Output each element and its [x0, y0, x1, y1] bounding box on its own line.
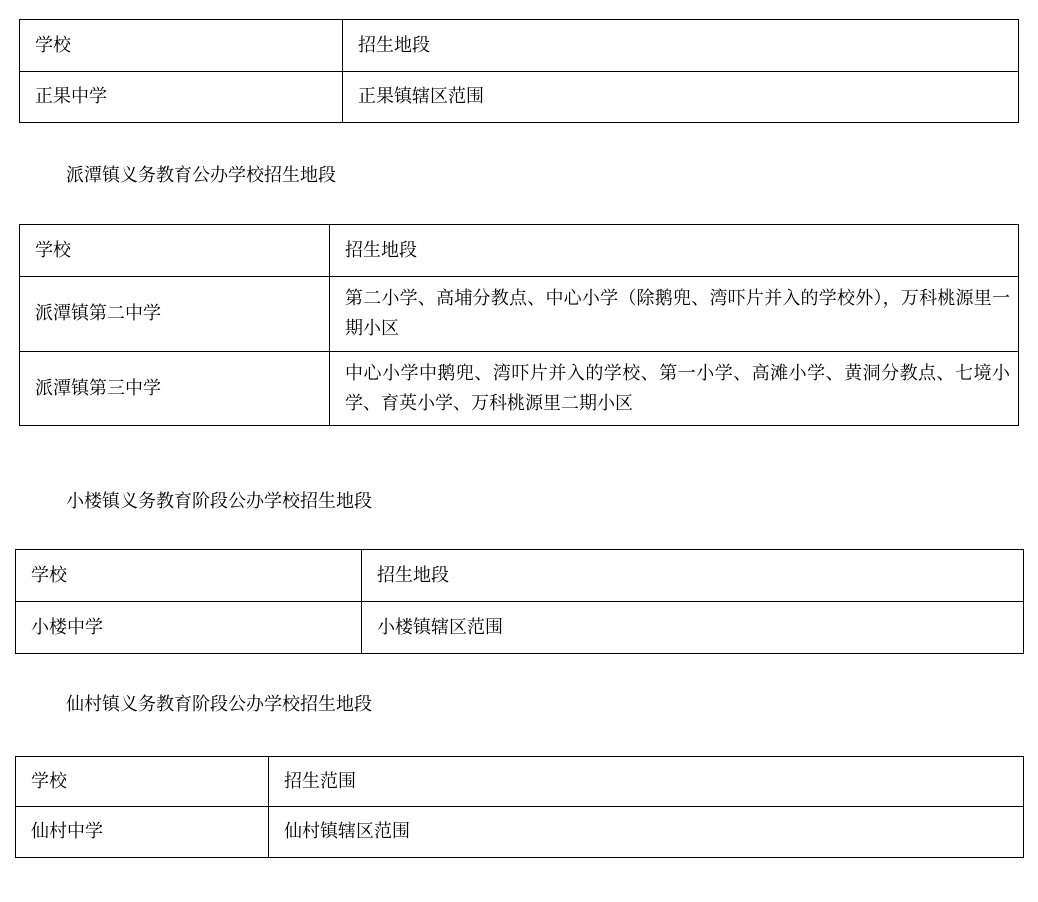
table-row: [20, 277, 1019, 352]
xiancun-section-heading: 仙村镇义务教育阶段公办学校招生地段: [66, 694, 372, 715]
header-school: 学校: [20, 20, 343, 72]
table-row: [20, 352, 1019, 426]
school-zone: 仙村镇辖区范围: [269, 807, 1024, 858]
header-zone: 招生地段: [330, 225, 1019, 277]
xiaolou-section-heading: 小楼镇义务教育阶段公办学校招生地段: [66, 491, 372, 512]
school-zone: 小楼镇辖区范围: [362, 602, 1024, 654]
xiaolou-enrollment-table: [15, 549, 1024, 654]
school-zone: 第二小学、高埔分教点、中心小学（除鹅兜、湾吓片并入的学校外），万科桃源里一期小区: [330, 277, 1019, 352]
header-zone: 招生地段: [362, 550, 1024, 602]
header-school: 学校: [16, 757, 269, 807]
school-zone: 正果镇辖区范围: [343, 72, 1019, 123]
table-header-row: [20, 225, 1019, 277]
header-zone: 招生范围: [269, 757, 1024, 807]
table-header-row: [16, 550, 1024, 602]
table-header-row: [20, 20, 1019, 72]
paitan-enrollment-table: [19, 224, 1019, 426]
table-row: [16, 602, 1024, 654]
school-name: 仙村中学: [16, 807, 269, 858]
school-name: 派潭镇第二中学: [20, 277, 330, 352]
xiancun-enrollment-table: [15, 756, 1024, 858]
table-row: [20, 72, 1019, 123]
school-name: 正果中学: [20, 72, 343, 123]
header-school: 学校: [20, 225, 330, 277]
school-name: 小楼中学: [16, 602, 362, 654]
paitan-section-heading: 派潭镇义务教育公办学校招生地段: [66, 165, 336, 186]
table-row: [16, 807, 1024, 858]
zhengguo-enrollment-table: [19, 19, 1019, 123]
table-header-row: [16, 757, 1024, 807]
school-zone: 中心小学中鹅兜、湾吓片并入的学校、第一小学、高滩小学、黄洞分教点、七境小学、育英小学、万科桃源里二期小区: [330, 352, 1019, 426]
header-school: 学校: [16, 550, 362, 602]
header-zone: 招生地段: [343, 20, 1019, 72]
school-name: 派潭镇第三中学: [20, 352, 330, 426]
